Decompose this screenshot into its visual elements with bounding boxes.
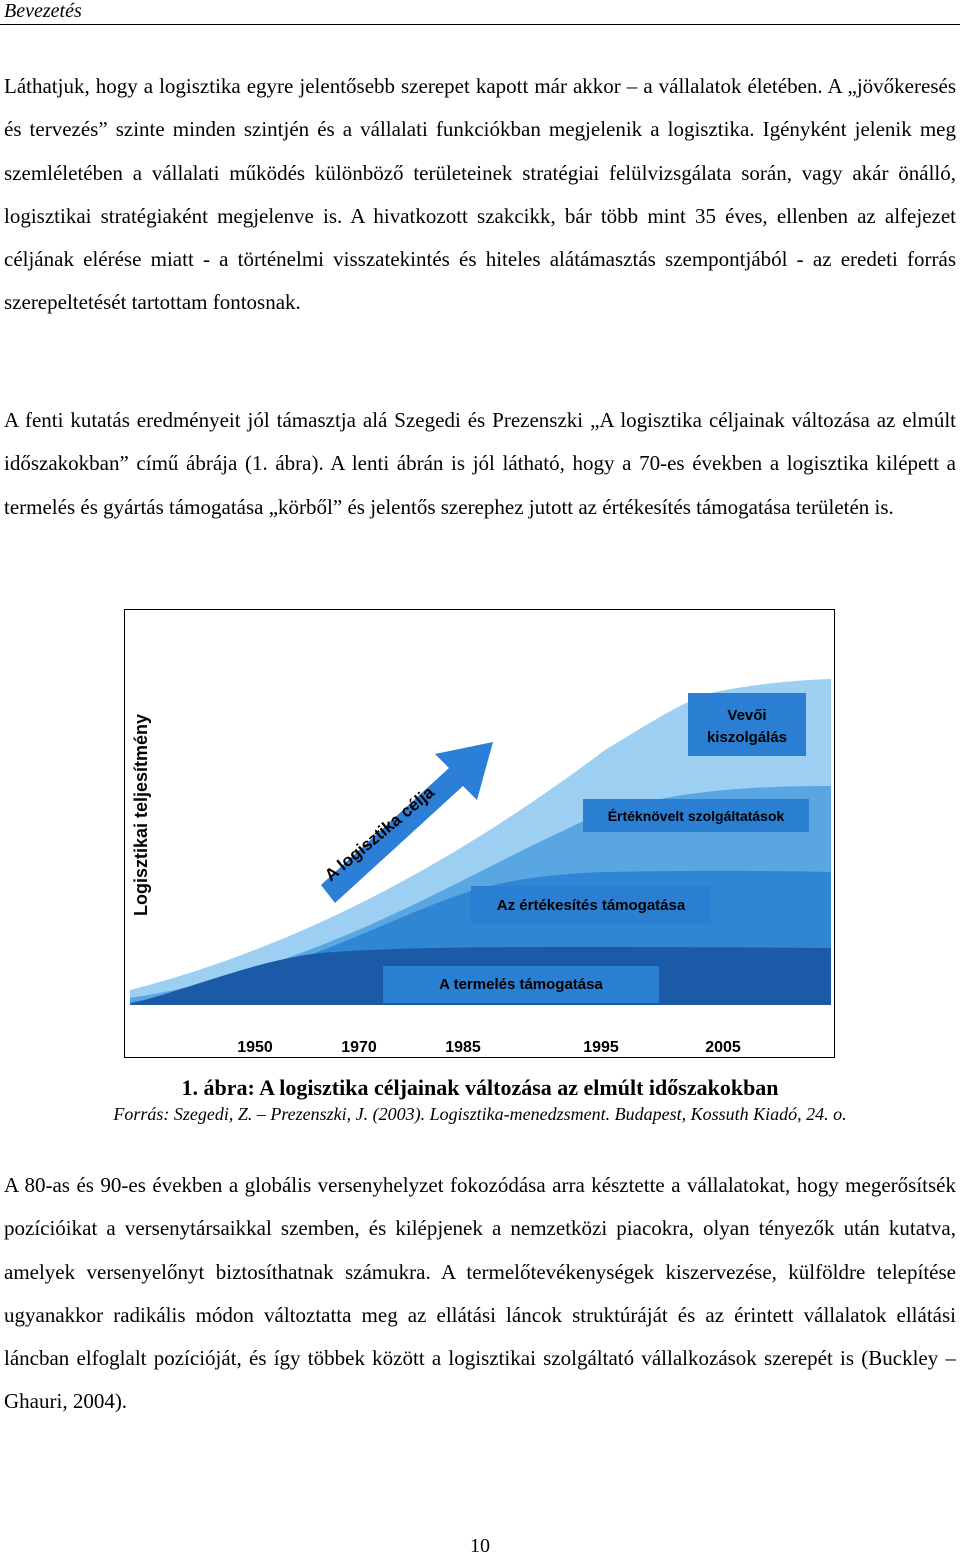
header-divider [0,24,960,25]
x-tick-1950: 1950 [237,1039,273,1056]
x-tick-1970: 1970 [341,1039,377,1056]
svg-text:A logisztika célja: A logisztika célja [321,782,438,885]
label-termeles-tamogatasa [383,966,659,1003]
paragraph-3: A 80-as és 90-es években a globális versenyhelyzet fokozódása arra késztette a vállalatokat, hogy megerősítsék pozícióikat a versenytársaikkal szemben, és kilépjenek a nemzetközi piacokra, olyan tényezők után kutatva, amelyek versenyelőnyt biztosíthatnak számukra. A termelőtevékenységek kiszervezése, külföldre telepítése ugyanakkor radikális módon változtatta meg az ellátási láncok struktúráját és az érintett vállalatok ellátási láncban elfoglalt pozícióját, és így többek között a logisztikai szolgáltató vállalkozások szerepét is (Buckley – Ghauri, 2004). [4,1173,956,1414]
x-tick-1995: 1995 [583,1039,619,1056]
svg-text:A termelés támogatása: A termelés támogatása [439,976,603,993]
x-tick-1985: 1985 [445,1039,481,1056]
label-vevoi-kiszolgalas [688,693,806,756]
svg-text:Vevői: Vevői [727,707,767,724]
y-axis-label: Logisztikai teljesítmény [131,713,151,917]
x-tick-2005: 2005 [705,1039,741,1056]
figure-caption-source: Forrás: Szegedi, Z. – Prezenszki, J. (2003). Logisztika-menedzsment. Budapest, Kossuth Kiadó, 24. o. [113,1104,847,1124]
paragraph-1: Láthatjuk, hogy a logisztika egyre jelentősebb szerepet kapott már akkor – a vállalatok életében. A „jövőkeresés és tervezés” szinte minden szintjén és a vállalati funkciókban megjelenik a logisztika. Igényként jelenik meg szemléletében a vállalati működés különböző területeinek stratégiai felülvizsgálata során, vagy akár önálló, logisztikai stratégiaként megjelenve is. A hivatkozott szakcikk, bár több mint 35 éves, ellenben az alfejezet céljának elérése miatt - a történelmi visszatekintés és hiteles alátámasztás szempontjából - az eredeti forrás szerepeltetését tartottam fontosnak. [4,74,956,315]
svg-text:Értéknövelt szolgáltatások: Értéknövelt szolgáltatások [607,808,785,824]
label-ertekesites-tamogatasa [471,886,711,924]
paragraph-2: A fenti kutatás eredményeit jól támasztja alá Szegedi és Prezenszki „A logisztika céljainak változása az elmúlt időszakokban” című ábrája (1. ábra). A lenti ábrán is jól látható, hogy a 70-es években a logisztika kilépett a termelés és gyártás támogatása „körből” és jelentős szerephez jutott az értékesítés támogatása területén is. [4,408,956,519]
svg-text:kiszolgálás: kiszolgálás [706,729,788,746]
figure-caption-title: 1. ábra: A logisztika céljainak változása az elmúlt időszakokban [181,1075,779,1100]
page-number: 10 [470,1535,490,1557]
running-header: Bevezetés [4,0,82,22]
label-erteknovelt-szolgaltatasok [583,799,809,832]
svg-text:Az értékesítés támogatása: Az értékesítés támogatása [496,897,686,914]
x-axis-ticks [237,1039,741,1056]
figure-logistics-goals [124,609,835,1058]
